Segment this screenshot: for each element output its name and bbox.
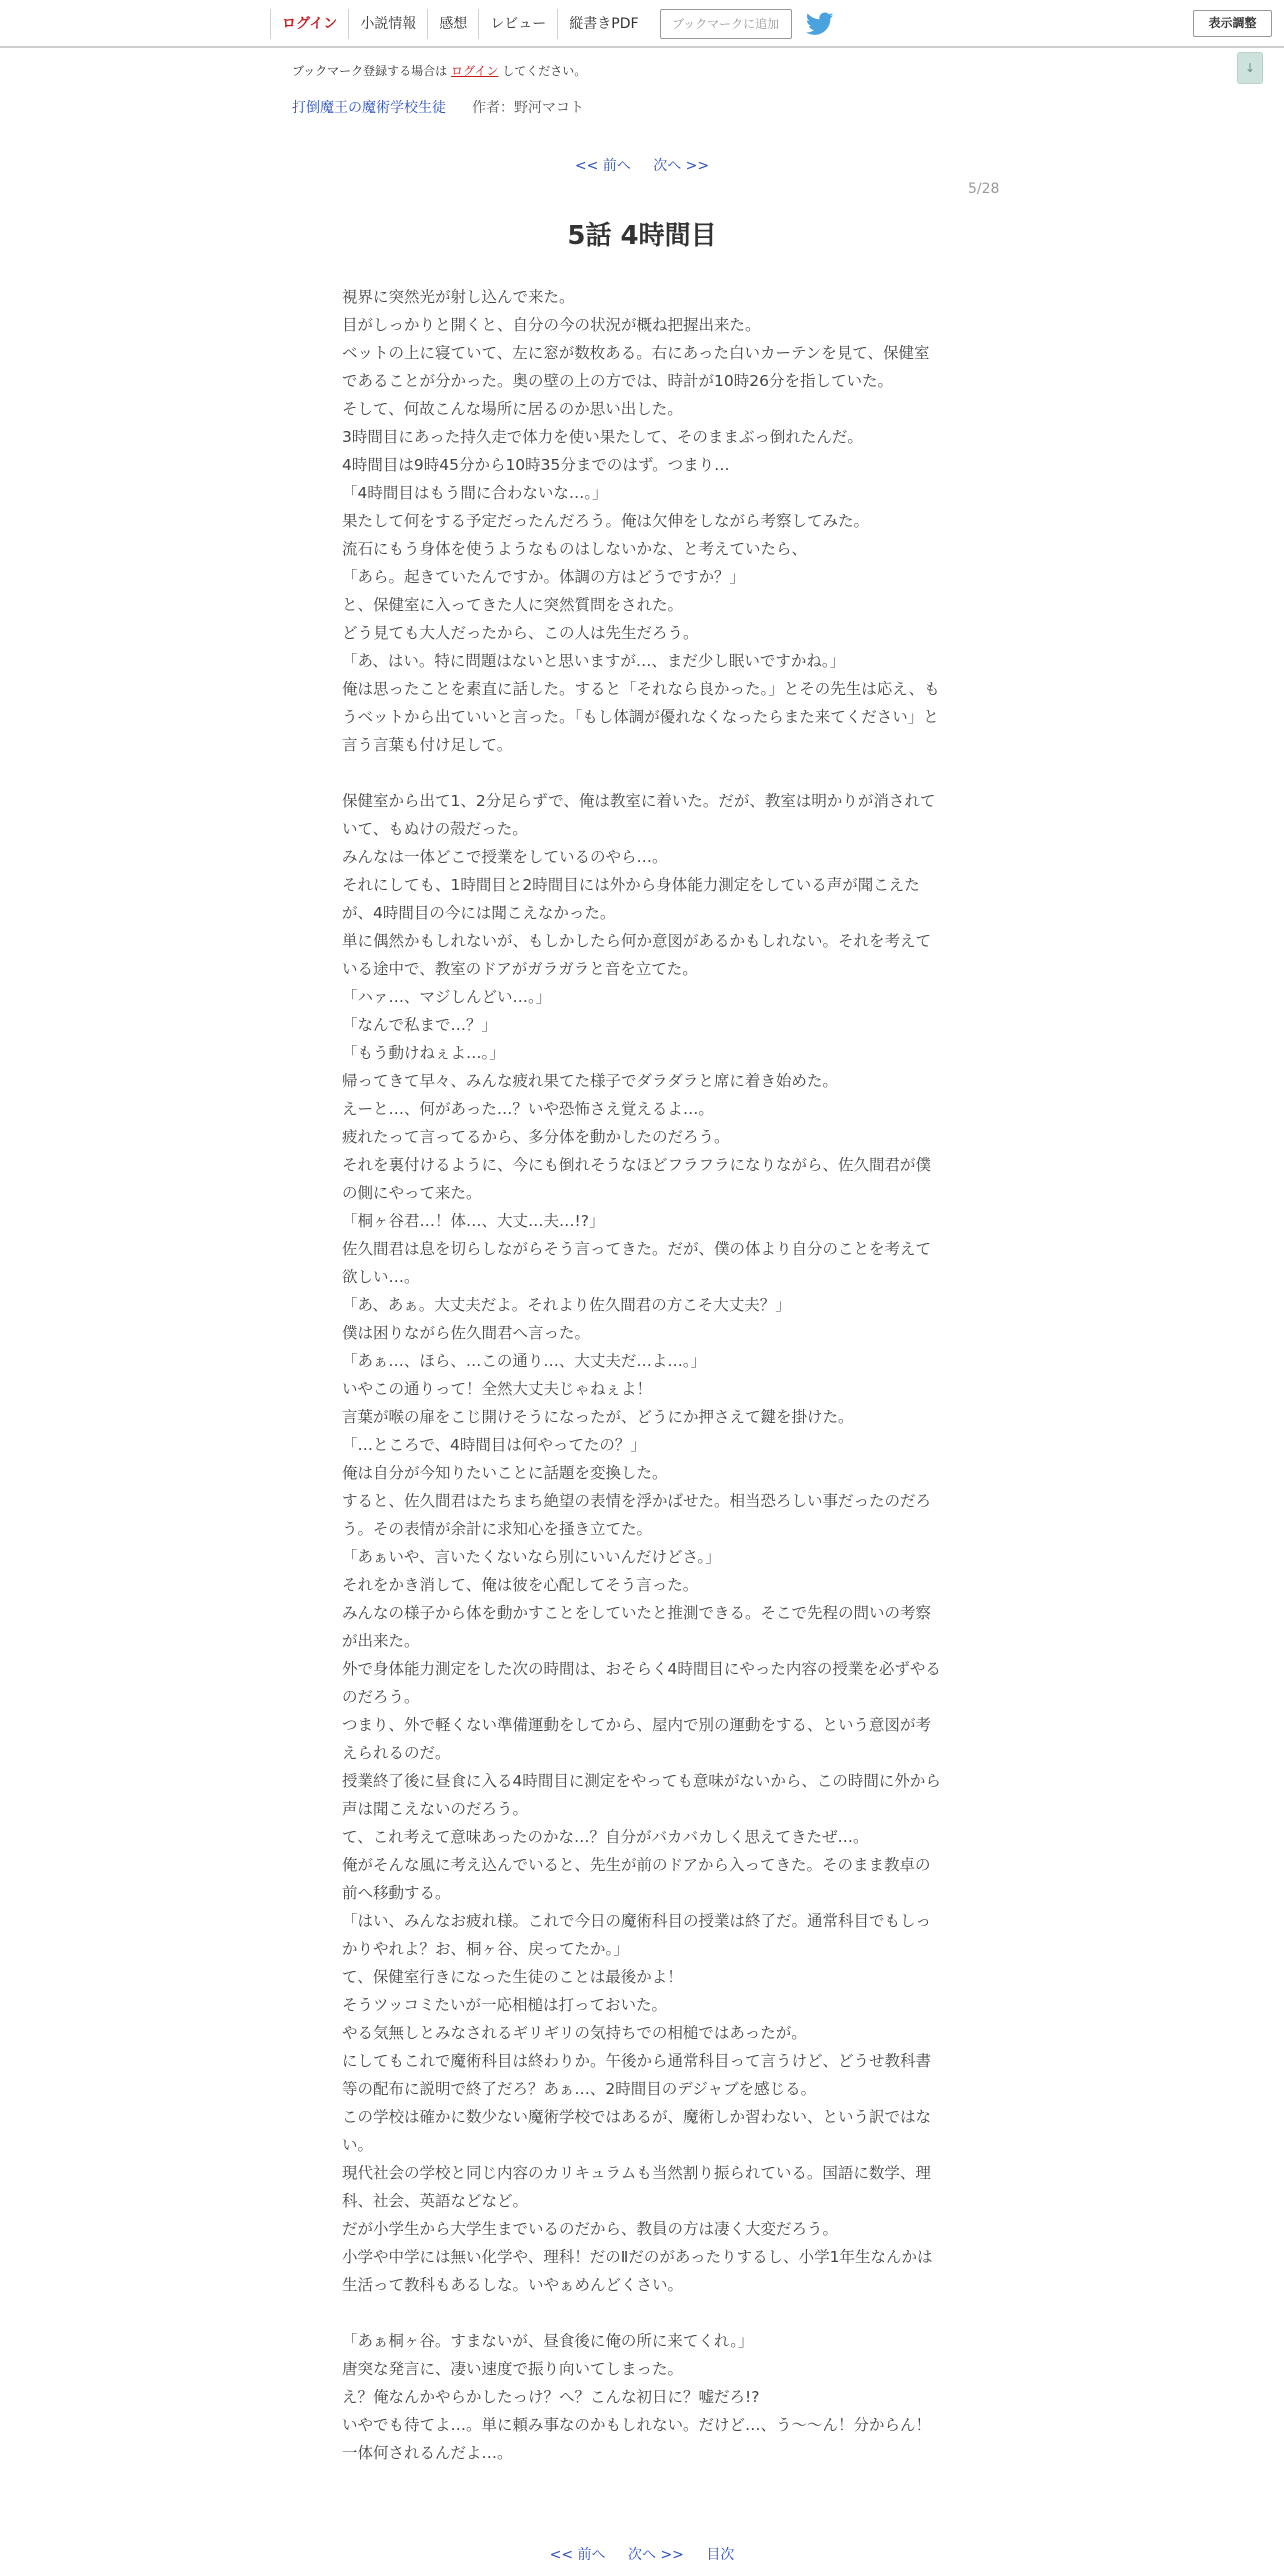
body-paragraph: 流石にもう身体を使うようなものはしないかな、と考えていたら、 — [342, 540, 808, 558]
body-paragraph: 現代社会の学校と同じ内容のカリキュラムも当然割り振られている。国語に数学、理科、社会、英語などなど。 — [342, 2164, 931, 2210]
body-paragraph: 「あら。起きていたんですか。体調の方はどうですか？」 — [342, 568, 746, 586]
next-page-link[interactable]: 次へ >> — [653, 158, 710, 174]
prev-page-link[interactable]: << 前へ — [574, 158, 631, 174]
body-paragraph: 3時間目にあった持久走で体力を使い果たして、そのままぶっ倒れたんだ。 — [342, 428, 863, 446]
body-paragraph: て、これ考えて意味あったのかな…？自分がバカバカしく思えてきたぜ…。 — [342, 1828, 869, 1846]
body-paragraph: 「ハァ…、マジしんどい…。」 — [342, 988, 552, 1006]
body-paragraph: 俺は自分が今知りたいことに話題を変換した。 — [342, 1464, 668, 1482]
twitter-icon[interactable] — [806, 12, 834, 36]
body-paragraph: え？俺なんかやらかしたっけ？へ？こんな初日に？嘘だろ!? — [342, 2388, 760, 2406]
prev-page-link-bottom[interactable]: << 前へ — [549, 2547, 606, 2563]
top-nav — [270, 8, 834, 40]
body-paragraph: 佐久間君は息を切らしながらそう言ってきた。だが、僕の体より自分のことを考えて欲しい…。 — [342, 1240, 932, 1286]
blank-line — [342, 2299, 942, 2327]
body-paragraph: いやこの通りって！全然大丈夫じゃねぇよ！ — [342, 1380, 653, 1398]
body-paragraph: 「もう動けねぇよ…。」 — [342, 1044, 505, 1062]
body-paragraph: 「あ、あぁ。大丈夫だよ。それより佐久間君の方こそ大丈夫？」 — [342, 1296, 791, 1314]
body-paragraph: 目がしっかりと開くと、自分の今の状況が概ね把握出来た。 — [342, 316, 761, 334]
bookmark-notice — [292, 62, 586, 79]
body-paragraph: 視界に突然光が射し込んで来た。 — [342, 288, 575, 306]
novel-info — [292, 97, 584, 117]
nav-login[interactable]: ログイン — [270, 9, 348, 39]
bookmark-notice-prefix: ブックマーク登録する場合は — [292, 64, 448, 78]
body-paragraph: どう見ても大人だったから、この人は先生だろう。 — [342, 624, 699, 642]
body-paragraph: 僕は困りながら佐久間君へ言った。 — [342, 1324, 591, 1342]
chapter-body — [342, 283, 942, 2467]
add-bookmark-button[interactable]: ブックマークに追加 — [660, 9, 792, 39]
body-paragraph: にしてもこれで魔術科目は終わりか。午後から通常科目って言うけど、どうせ教科書等の配布に説明で終了だろ？あぁ…、2時間目のデジャブを感じる。 — [342, 2052, 932, 2098]
body-paragraph: 保健室から出て1、2分足らずで、俺は教室に着いた。だが、教室は明かりが消されていて、もぬけの殻だった。 — [342, 792, 936, 838]
body-paragraph: えーと…、何があった…？いや恐怖さえ覚えるよ…。 — [342, 1100, 714, 1118]
body-paragraph: 「…ところで、4時間目は何やってたの？」 — [342, 1436, 646, 1454]
body-paragraph: それを裏付けるように、今にも倒れそうなほどフラフラになりながら、佐久間君が僕の側にやって来た。 — [342, 1156, 932, 1202]
page-count: 5/28 — [968, 181, 1000, 197]
body-paragraph: それをかき消して、俺は彼を心配してそう言った。 — [342, 1576, 699, 1594]
body-paragraph: ベットの上に寝ていて、左に窓が数枚ある。右にあった白いカーテンを見て、保健室であることが分かった。奥の壁の上の方では、時計が10時26分を指していた。 — [342, 344, 930, 390]
chapter-title: 5話 4時間目 — [567, 221, 717, 251]
bookmark-notice-login-link[interactable]: ログイン — [451, 64, 499, 78]
body-paragraph: 「4時間目はもう間に合わないな…。」 — [342, 484, 608, 502]
table-of-contents-link[interactable]: 目次 — [706, 2547, 735, 2563]
body-paragraph: と、保健室に入ってきた人に突然質問をされた。 — [342, 596, 684, 614]
body-paragraph: すると、佐久間君はたちまち絶望の表情を浮かばせた。相当恐ろしい事だったのだろう。その表情が余計に求知心を掻き立てた。 — [342, 1492, 932, 1538]
body-paragraph: 俺は思ったことを素直に話した。すると「それなら良かった。」とその先生は応え、もうベットから出ていいと言った。「もし体調が優れなくなったらまた来てください」と言う言葉も付け足して。 — [342, 680, 940, 754]
body-paragraph: そうツッコミたいが一応相槌は打っておいた。 — [342, 1996, 668, 2014]
body-paragraph: この学校は確かに数少ない魔術学校ではあるが、魔術しか習わない、という訳ではない。 — [342, 2108, 932, 2154]
bookmark-notice-suffix: してください。 — [502, 64, 587, 78]
body-paragraph: やる気無しとみなされるギリギリの気持ちでの相槌ではあったが。 — [342, 2024, 807, 2042]
nav-review[interactable]: レビュー — [478, 9, 557, 39]
body-paragraph: 「あぁ…、ほら、…この通り…、大丈夫だ…よ…。」 — [342, 1352, 707, 1370]
nav-impressions[interactable]: 感想 — [427, 9, 478, 39]
body-paragraph: そして、何故こんな場所に居るのか思い出した。 — [342, 400, 683, 418]
nav-novel-info[interactable]: 小説情報 — [348, 9, 427, 39]
body-paragraph: 「桐ヶ谷君…！体…、大丈…夫…!?」 — [342, 1212, 605, 1230]
body-paragraph: 帰ってきて早々、みんな疲れ果てた様子でダラダラと席に着き始めた。 — [342, 1072, 838, 1090]
body-paragraph: 疲れたって言ってるから、多分体を動かしたのだろう。 — [342, 1128, 730, 1146]
body-paragraph: みんなは一体どこで授業をしているのやら…。 — [342, 848, 668, 866]
body-paragraph: て、保健室行きになった生徒のことは最後かよ！ — [342, 1968, 683, 1986]
body-paragraph: 授業終了後に昼食に入る4時間目に測定をやっても意味がないから、この時間に外から声は聞こえないのだろう。 — [342, 1772, 941, 1818]
blank-line — [342, 759, 942, 787]
body-paragraph: だが小学生から大学生までいるのだから、教員の方は凄く大変だろう。 — [342, 2220, 839, 2238]
scroll-down-tab[interactable]: ↓ — [1237, 52, 1263, 84]
novel-title-link[interactable]: 打倒魔王の魔術学校生徒 — [292, 100, 446, 116]
next-page-link-bottom[interactable]: 次へ >> — [628, 2547, 684, 2563]
pager-bottom — [0, 2544, 1284, 2564]
novel-author: 作者：野河マコト — [472, 100, 584, 116]
body-paragraph: それにしても、1時間目と2時間目には外から身体能力測定をしている声が聞こえたが、4時間目の今には聞こえなかった。 — [342, 876, 920, 922]
body-paragraph: 果たして何をする予定だったんだろう。俺は欠伸をしながら考察してみた。 — [342, 512, 870, 530]
body-paragraph: 「あ、はい。特に問題はないと思いますが…、まだ少し眠いですかね。」 — [342, 652, 846, 670]
body-paragraph: 俺がそんな風に考え込んでいると、先生が前のドアから入ってきた。そのまま教卓の前へ移動する。 — [342, 1856, 931, 1902]
body-paragraph: 外で身体能力測定をした次の時間は、おそらく4時間目にやった内容の授業を必ずやるのだろう。 — [342, 1660, 941, 1706]
body-paragraph: 言葉が喉の扉をこじ開けそうになったが、どうにか押さえて鍵を掛けた。 — [342, 1408, 854, 1426]
pager-top — [0, 155, 1284, 175]
body-paragraph: 4時間目は9時45分から10時35分までのはず。つまり… — [342, 456, 730, 474]
display-adjust-button[interactable]: 表示調整 — [1193, 10, 1272, 37]
body-paragraph: つまり、外で軽くない準備運動をしてから、屋内で別の運動をする、という意図が考えられるのだ。 — [342, 1716, 932, 1762]
body-paragraph: 「はい、みんなお疲れ様。これで今日の魔術科目の授業は終了だ。通常科目でもしっかりやれよ？お、桐ヶ谷、戻ってたか。」 — [342, 1912, 932, 1958]
body-paragraph: 単に偶然かもしれないが、もしかしたら何か意図があるかもしれない。それを考えている途中で、教室のドアがガラガラと音を立てた。 — [342, 932, 932, 978]
body-paragraph: 「あぁ桐ヶ谷。すまないが、昼食後に俺の所に来てくれ。」 — [342, 2332, 754, 2350]
top-header — [0, 0, 1284, 48]
body-paragraph: みんなの様子から体を動かすことをしていたと推測できる。そこで先程の問いの考察が出来た。 — [342, 1604, 932, 1650]
body-paragraph: 小学や中学には無い化学や、理科！だのⅡだのがあったりするし、小学1年生なんかは生活って教科もあるしな。いやぁめんどくさい。 — [342, 2248, 933, 2294]
body-paragraph: 唐突な発言に、凄い速度で振り向いてしまった。 — [342, 2360, 684, 2378]
body-paragraph: 「あぁいや、言いたくないなら別にいいんだけどさ。」 — [342, 1548, 721, 1566]
body-paragraph: いやでも待てよ…。単に頼み事なのかもしれない。だけど…、う〜〜ん！分からん！一体何されるんだよ…。 — [342, 2416, 932, 2462]
body-paragraph: 「なんで私まで…？」 — [342, 1016, 498, 1034]
nav-vertical-pdf[interactable]: 縦書きPDF — [557, 9, 649, 39]
